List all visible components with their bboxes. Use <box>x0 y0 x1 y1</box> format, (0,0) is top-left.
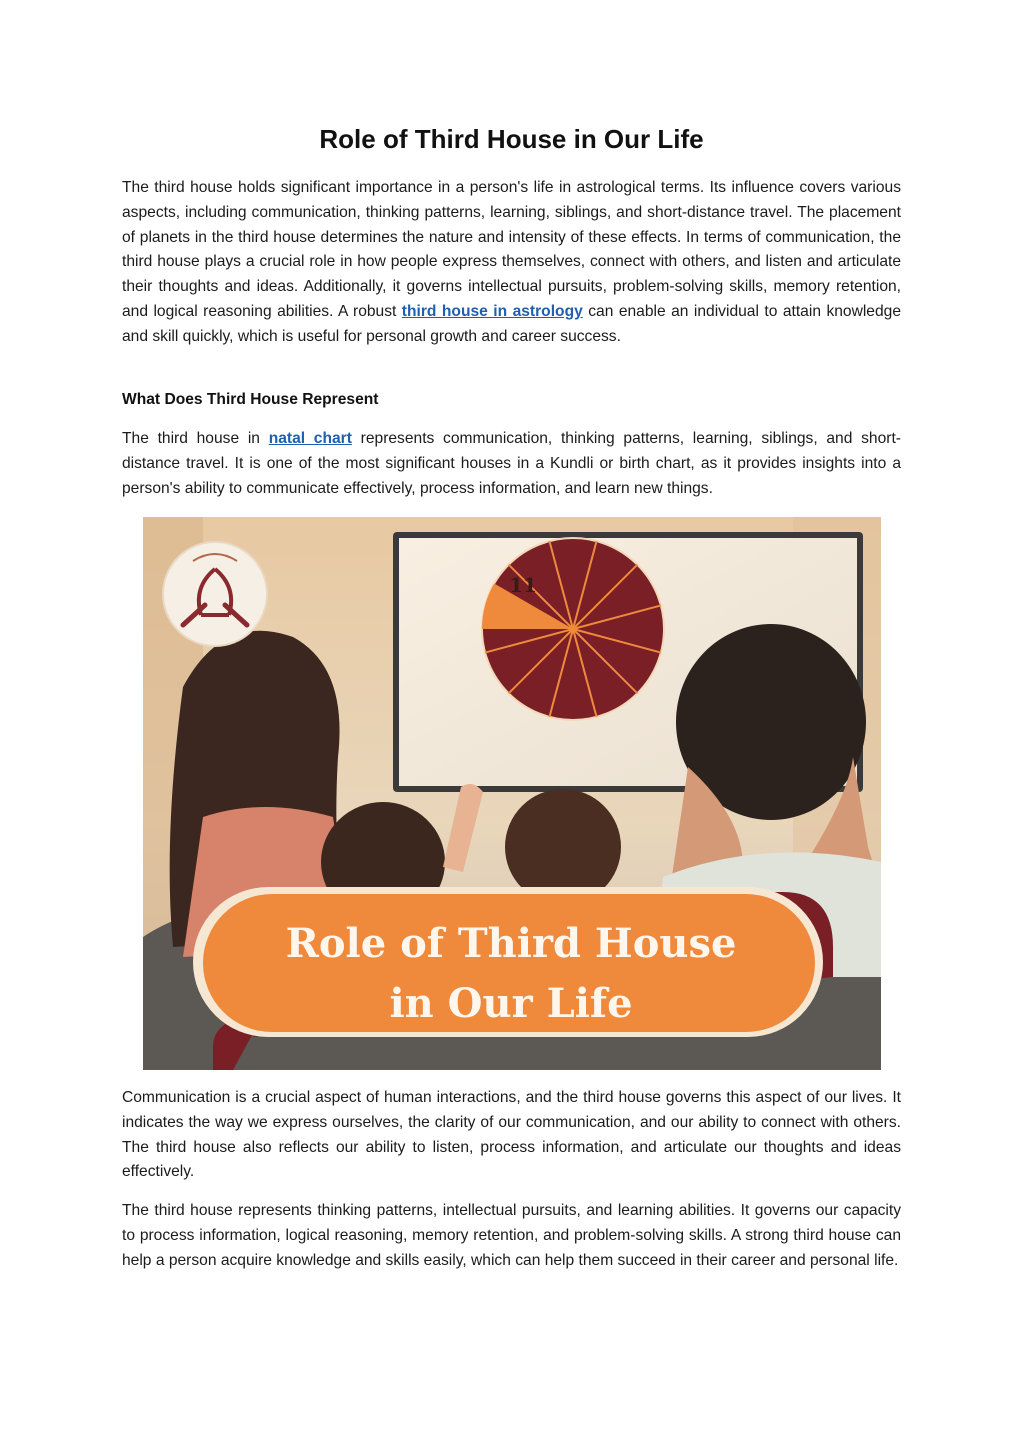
family-watching-tv-illustration <box>143 517 881 1070</box>
intro-paragraph <box>122 176 901 350</box>
brand-logo-icon <box>163 542 267 646</box>
thinking-paragraph: The third house represents thinking patterns, intellectual pursuits, and learning abilities. It governs our capacity to process information, logical reasoning, memory retention, and problem-solving skills. A strong third house can help a person acquire knowledge and skills easily, which can help them succeed in their career and personal life. <box>122 1202 901 1269</box>
section-paragraph <box>122 427 901 501</box>
section-text-after-link: represents communication, thinking patterns, learning, siblings, and short-distance travel. It is one of the most significant houses in a Kundli or birth chart, as it provides insights into a person's ability to communicate effectively, process information, and learn new things. <box>122 430 901 497</box>
banner-title-line-2: in Our Life <box>389 980 633 1027</box>
page-title: Role of Third House in Our Life <box>319 124 704 154</box>
section-heading: What Does Third House Represent <box>122 391 379 408</box>
section-text-before-link: The third house in <box>122 430 269 447</box>
wheel-house-number: 11 <box>509 573 537 597</box>
intro-text-after-link: can enable an individual to attain knowledge and skill quickly, which is useful for personal growth and career success. <box>122 302 901 345</box>
third-house-in-astrology-link[interactable]: third house in astrology <box>401 302 583 320</box>
banner-title-line-1: Role of Third House <box>285 920 737 967</box>
natal-chart-link[interactable]: natal chart <box>268 430 352 447</box>
communication-paragraph: Communication is a crucial aspect of human interactions, and the third house governs this aspect of our lives. It indicates the way we express ourselves, the clarity of our communication, and our ability to connect with others. The third house also reflects our ability to listen, process information, and articulate our thoughts and ideas effectively. <box>122 1089 901 1181</box>
article-image <box>143 517 881 1070</box>
house-wheel-chart <box>482 538 664 720</box>
intro-text-before-link: The third house holds significant importance in a person's life in astrological terms. Its influence covers various aspects, including communication, thinking patterns, learning, siblings, and short-distance travel. The placement of planets in the third house determines the nature and intensity of these effects. In terms of communication, the third house plays a crucial role in how people express themselves, connect with others, and listen and articulate their thoughts and ideas. Additionally, it governs intellectual pursuits, problem-solving skills, memory retention, and logical reasoning abilities. A robust <box>122 179 901 320</box>
